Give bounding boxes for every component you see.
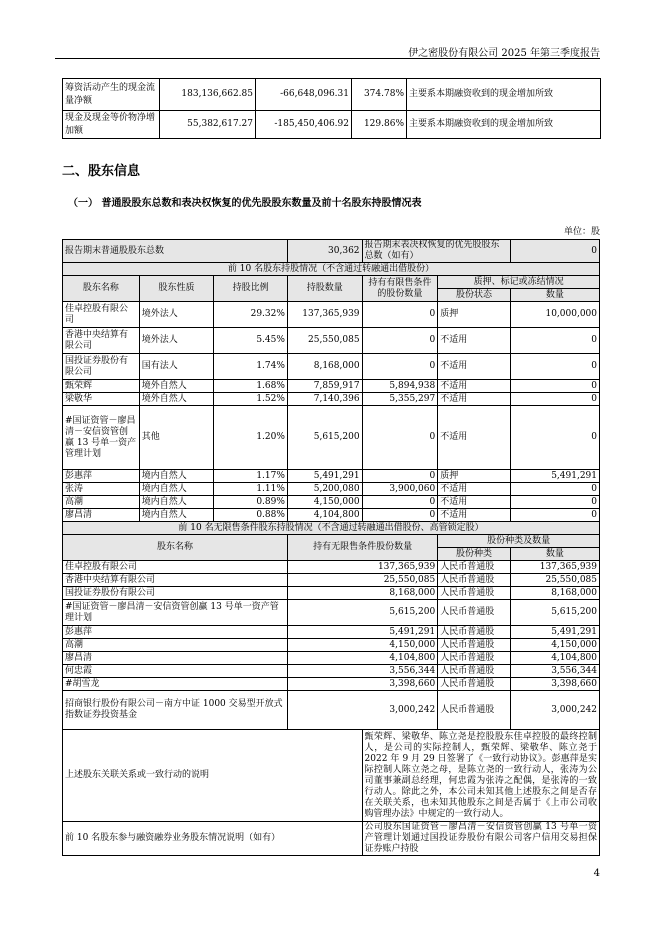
holder-nature: 国有法人	[139, 354, 214, 380]
holder-qty: 5,491,291	[287, 470, 362, 483]
u-holder-qty: 137,365,939	[287, 561, 437, 574]
margin-trading-label: 前 10 名股东参与融资融券业务股东情况说明（如有）	[63, 822, 363, 856]
u-type-qty: 5,615,200	[510, 600, 599, 626]
col-header-nature: 股东性质	[139, 276, 214, 302]
holder-status: 不适用	[438, 393, 511, 406]
holder-nature: 境内自然人	[139, 470, 214, 483]
table-row	[63, 354, 600, 380]
holder-ratio: 0.89%	[214, 496, 288, 509]
page-header: 伊之密股份有限公司 2025 年第三季度报告	[408, 48, 600, 59]
table-row	[63, 691, 600, 730]
holder-qty: 4,150,000	[287, 496, 362, 509]
table-row	[63, 509, 600, 522]
holder-qty: 5,615,200	[287, 406, 362, 470]
holder-name: 甄荣辉	[63, 380, 140, 393]
table-row	[63, 79, 601, 111]
u-share-type: 人民币普通股	[438, 691, 511, 730]
relations-label: 上述股东关联关系或一致行动的说明	[63, 730, 363, 822]
holder-qty: 25,550,085	[287, 328, 362, 354]
col-header-u-type-group: 股份种类及数量	[438, 535, 600, 548]
holder-nature: 境外法人	[139, 302, 214, 328]
u-holder-qty: 4,104,800	[287, 652, 437, 665]
u-share-type: 人民币普通股	[438, 639, 511, 652]
holder-name: 彭惠萍	[63, 470, 140, 483]
holder-ratio: 1.20%	[214, 406, 288, 470]
holder-ratio: 1.74%	[214, 354, 288, 380]
holder-status: 不适用	[438, 354, 511, 380]
col-header-pledge-status: 股份状态	[438, 289, 511, 302]
unrestricted-header-row	[63, 535, 600, 548]
holder-qty: 7,859,917	[287, 380, 362, 393]
holder-ratio: 1.17%	[214, 470, 288, 483]
col-header-u-type: 股份种类	[438, 548, 511, 561]
cf-current: 183,136,662.85	[160, 79, 256, 111]
table-row	[63, 496, 600, 509]
holder-nature: 境内自然人	[139, 483, 214, 496]
u-holder-name: #国证资管－廖昌清－安信资管创赢 13 号单一资产管理计划	[63, 600, 288, 626]
pref-holders-label: 报告期末表决权恢复的优先股股东总数（如有）	[362, 240, 510, 263]
u-holder-qty: 3,398,660	[287, 678, 437, 691]
cf-reason: 主要系本期融资收到的现金增加所致	[407, 79, 601, 111]
holder-restricted: 0	[362, 406, 438, 470]
relations-text: 甄荣辉、梁敬华、陈立尧是控股股东佳卓控股的最终控制人，是公司的实际控制人，甄荣辉、梁敬华、陈立尧于 2022 年 9 月 29 日签署了《一致行动协议》。彭惠萍是实际控制人陈立尧之母，是陈立尧的一致行动人，张涛为公司董事兼副总经理，何忠霞为张涛之配偶，是张涛的一致行动人。除此之外，本公司未知其他上述股东之间是否存在关联关系，也未知其他股东之间是否属于《上市公司收购管理办法》中规定的一致行动人。	[362, 730, 599, 822]
holder-nature: 境外自然人	[139, 380, 214, 393]
u-share-type: 人民币普通股	[438, 678, 511, 691]
holder-pledged: 0	[510, 406, 599, 470]
holder-ratio: 1.52%	[214, 393, 288, 406]
table-row	[63, 406, 600, 470]
holder-status: 不适用	[438, 328, 511, 354]
u-share-type: 人民币普通股	[438, 665, 511, 678]
page-number: 4	[593, 868, 600, 879]
u-share-type: 人民币普通股	[438, 587, 511, 600]
table-row	[63, 470, 600, 483]
table-row	[63, 574, 600, 587]
holder-pledged: 0	[510, 328, 599, 354]
col-header-ratio: 持股比例	[214, 276, 288, 302]
table-row	[63, 111, 601, 139]
u-holder-qty: 4,150,000	[287, 639, 437, 652]
holder-qty: 5,200,080	[287, 483, 362, 496]
holder-qty: 8,168,000	[287, 354, 362, 380]
table-row	[63, 665, 600, 678]
col-header-pledge-qty: 数量	[510, 289, 599, 302]
holder-status: 不适用	[438, 380, 511, 393]
holder-nature: 境内自然人	[139, 509, 214, 522]
holder-name: #国证资管－廖昌清－安信资管创赢 13 号单一资产管理计划	[63, 406, 140, 470]
holder-pledged: 10,000,000	[510, 302, 599, 328]
holder-name: 张涛	[63, 483, 140, 496]
table-row	[63, 393, 600, 406]
holder-pledged: 0	[510, 354, 599, 380]
holder-qty: 4,104,800	[287, 509, 362, 522]
cf-current: 55,382,617.27	[160, 111, 256, 139]
cf-previous: -185,450,406.92	[256, 111, 352, 139]
col-header-restricted: 持有有限售条件的股份数量	[362, 276, 438, 302]
table-row	[63, 328, 600, 354]
holder-pledged: 0	[510, 496, 599, 509]
u-holder-name: #胡雪龙	[63, 678, 288, 691]
top10-caption: 前 10 名股东持股情况（不含通过转融通出借股份）	[63, 263, 600, 276]
unrestricted-caption: 前 10 名无限售条件股东持股情况（不含通过转融通出借股份、高管锁定股）	[63, 522, 600, 535]
holder-nature: 境外法人	[139, 328, 214, 354]
holder-status: 质押	[438, 302, 511, 328]
table-row	[63, 652, 600, 665]
holder-status: 不适用	[438, 406, 511, 470]
u-holder-name: 国投证券股份有限公司	[63, 587, 288, 600]
u-type-qty: 3,000,242	[510, 691, 599, 730]
u-holder-qty: 3,556,344	[287, 665, 437, 678]
cf-change: 374.78%	[352, 79, 407, 111]
u-type-qty: 3,556,344	[510, 665, 599, 678]
holder-restricted: 5,355,297	[362, 393, 438, 406]
cf-reason: 主要系本期融资收到的现金增加所致	[407, 111, 601, 139]
holder-status: 不适用	[438, 509, 511, 522]
holder-nature: 境外自然人	[139, 393, 214, 406]
u-holder-name: 彭惠萍	[63, 626, 288, 639]
u-type-qty: 137,365,939	[510, 561, 599, 574]
top10-header-row	[63, 276, 600, 289]
header-divider	[55, 58, 600, 59]
holder-ratio: 1.68%	[214, 380, 288, 393]
holder-restricted: 5,894,938	[362, 380, 438, 393]
top10-caption-row	[63, 263, 600, 276]
holder-name: 高潮	[63, 496, 140, 509]
u-share-type: 人民币普通股	[438, 574, 511, 587]
holder-restricted: 0	[362, 509, 438, 522]
unit-label: 单位：股	[563, 227, 600, 237]
u-share-type: 人民币普通股	[438, 626, 511, 639]
section-title: 二、股东信息	[62, 164, 141, 179]
u-holder-qty: 8,168,000	[287, 587, 437, 600]
total-holders-value: 30,362	[287, 240, 362, 263]
col-header-pledge-group: 质押、标记或冻结情况	[438, 276, 600, 289]
pref-holders-value: 0	[510, 240, 599, 263]
table-row	[63, 626, 600, 639]
col-header-u-type-qty: 数量	[510, 548, 599, 561]
holder-name: 香港中央结算有限公司	[63, 328, 140, 354]
holder-restricted: 0	[362, 496, 438, 509]
total-holders-label: 报告期末普通股股东总数	[63, 240, 288, 263]
u-holder-name: 何忠霞	[63, 665, 288, 678]
holder-restricted: 3,900,060	[362, 483, 438, 496]
unrestricted-caption-row	[63, 522, 600, 535]
u-holder-qty: 5,491,291	[287, 626, 437, 639]
col-header-u-qty: 持有无限售条件股份数量	[287, 535, 437, 561]
u-type-qty: 4,104,800	[510, 652, 599, 665]
cf-item: 现金及现金等价物净增加额	[63, 111, 160, 139]
holder-restricted: 0	[362, 354, 438, 380]
u-type-qty: 3,398,660	[510, 678, 599, 691]
u-holder-name: 廖昌清	[63, 652, 288, 665]
shareholder-table	[62, 239, 600, 856]
cf-item: 筹资活动产生的现金流量净额	[63, 79, 160, 111]
u-holder-qty: 3,000,242	[287, 691, 437, 730]
u-holder-name: 香港中央结算有限公司	[63, 574, 288, 587]
holder-nature: 境内自然人	[139, 496, 214, 509]
u-share-type: 人民币普通股	[438, 652, 511, 665]
u-type-qty: 8,168,000	[510, 587, 599, 600]
holder-restricted: 0	[362, 470, 438, 483]
u-share-type: 人民币普通股	[438, 600, 511, 626]
cf-previous: -66,648,096.31	[256, 79, 352, 111]
holder-restricted: 0	[362, 302, 438, 328]
col-header-u-name: 股东名称	[63, 535, 288, 561]
table-row	[63, 600, 600, 626]
col-header-qty: 持股数量	[287, 276, 362, 302]
subsection-title: （一） 普通股股东总数和表决权恢复的优先股股东数量及前十名股东持股情况表	[68, 198, 422, 209]
holder-name: 佳卓控股有限公司	[63, 302, 140, 328]
holder-status: 不适用	[438, 496, 511, 509]
table-row	[63, 639, 600, 652]
holder-ratio: 29.32%	[214, 302, 288, 328]
col-header-name: 股东名称	[63, 276, 140, 302]
u-type-qty: 5,491,291	[510, 626, 599, 639]
margin-trading-text: 公司股东国证资管－廖昌清－安信资管创赢 13 号单一资产管理计划通过国投证券股份有限公司客户信用交易担保证券账户持股	[362, 822, 599, 856]
table-row	[63, 678, 600, 691]
u-share-type: 人民币普通股	[438, 561, 511, 574]
holder-pledged: 0	[510, 380, 599, 393]
table-row	[63, 483, 600, 496]
u-type-qty: 4,150,000	[510, 639, 599, 652]
holder-pledged: 0	[510, 483, 599, 496]
holder-ratio: 0.88%	[214, 509, 288, 522]
u-holder-qty: 5,615,200	[287, 600, 437, 626]
u-holder-qty: 25,550,085	[287, 574, 437, 587]
holder-nature: 其他	[139, 406, 214, 470]
holder-restricted: 0	[362, 328, 438, 354]
u-holder-name: 招商银行股份有限公司－南方中证 1000 交易型开放式指数证券投资基金	[63, 691, 288, 730]
cash-flow-table	[62, 78, 601, 139]
table-row	[63, 302, 600, 328]
holder-pledged: 0	[510, 509, 599, 522]
summary-row	[63, 240, 600, 263]
holder-qty: 7,140,396	[287, 393, 362, 406]
holder-status: 不适用	[438, 483, 511, 496]
relations-row	[63, 730, 600, 822]
holder-pledged: 0	[510, 393, 599, 406]
holder-ratio: 5.45%	[214, 328, 288, 354]
holder-status: 质押	[438, 470, 511, 483]
u-type-qty: 25,550,085	[510, 574, 599, 587]
table-row	[63, 561, 600, 574]
margin-trading-row	[63, 822, 600, 856]
holder-name: 国投证券股份有限公司	[63, 354, 140, 380]
table-row	[63, 587, 600, 600]
holder-name: 廖昌清	[63, 509, 140, 522]
holder-qty: 137,365,939	[287, 302, 362, 328]
holder-pledged: 5,491,291	[510, 470, 599, 483]
u-holder-name: 高潮	[63, 639, 288, 652]
holder-name: 梁敬华	[63, 393, 140, 406]
holder-ratio: 1.11%	[214, 483, 288, 496]
u-holder-name: 佳卓控股有限公司	[63, 561, 288, 574]
table-row	[63, 380, 600, 393]
cf-change: 129.86%	[352, 111, 407, 139]
